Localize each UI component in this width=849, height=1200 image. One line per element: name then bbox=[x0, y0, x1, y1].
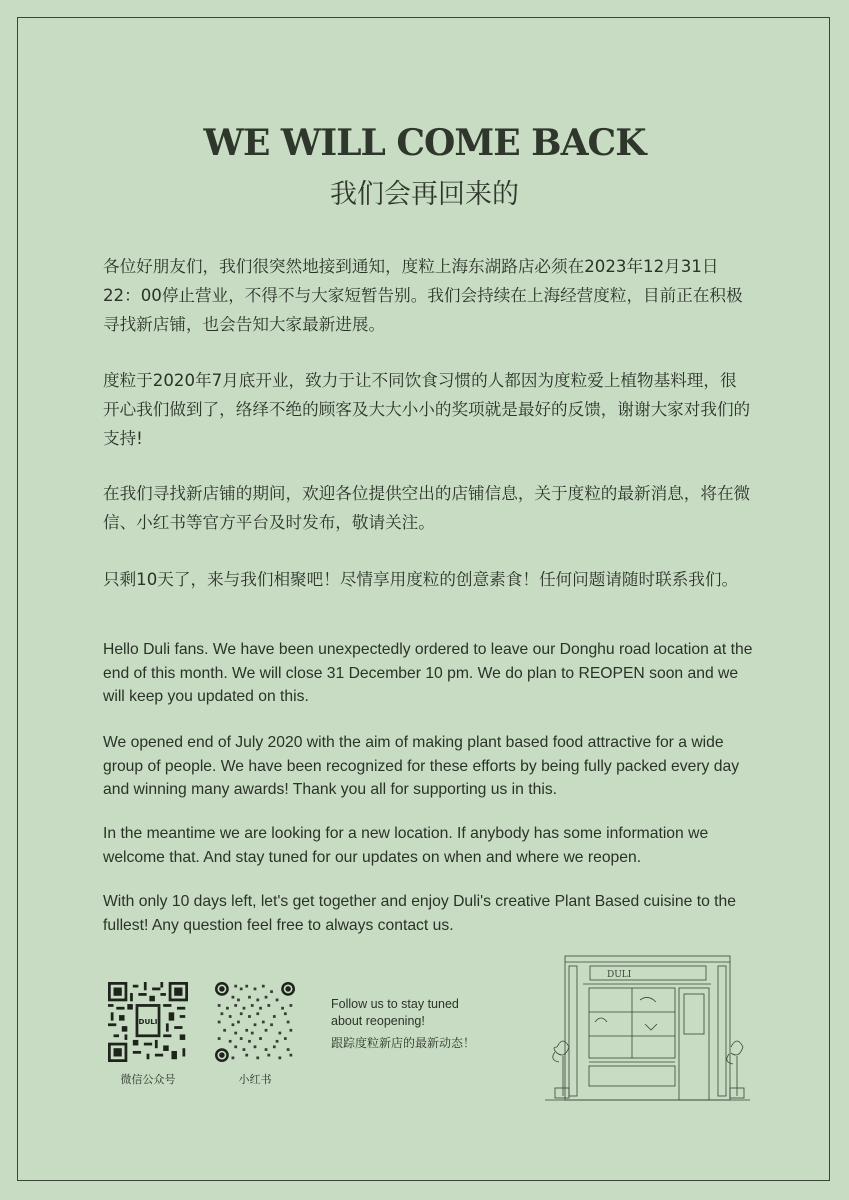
xiaohongshu-label: 小红书 bbox=[238, 1073, 272, 1086]
en-paragraph-2: We opened end of July 2020 with the aim of making plant based food attractive for a wide group of people. We have been recognized for these efforts by being fully packed every day and winning many awards! Thank you all for supporting us in this. bbox=[103, 734, 740, 798]
en-paragraph-1: Hello Duli fans. We have been unexpectedly ordered to leave our Donghu road location at the end of this month. We will close 31 December 10 pm. We do plan to REOPEN soon and we will keep you updated on this. bbox=[103, 641, 753, 705]
zh-paragraph-2: 度粒于2020年7月底开业，致力于让不同饮食习惯的人都因为度粒爱上植物基料理，很开心我们做到了，络绎不绝的顾客及大大小小的奖项就是最好的反馈，谢谢大家对我们的支持! bbox=[103, 371, 751, 448]
xiaohongshu-qr-code[interactable] bbox=[215, 982, 295, 1062]
title-english: WE WILL COME BACK bbox=[203, 122, 646, 164]
shop-sign: DULI bbox=[607, 970, 632, 980]
zh-paragraph-3: 在我们寻找新店铺的期间，欢迎各位提供空出的店铺信息，关于度粒的最新消息，将在微信、小红书等官方平台及时发布，敬请关注。 bbox=[103, 484, 751, 532]
wechat-label: 微信公众号 bbox=[120, 1073, 176, 1086]
zh-paragraph-4: 只剩10天了，来与我们相聚吧！尽情享用度粒的创意素食！任何问题请随时联系我们。 bbox=[103, 570, 739, 589]
en-paragraph-4: With only 10 days left, let's get together and enjoy Duli's creative Plant Based cuisine to the fullest! Any question feel free to always contact us. bbox=[103, 893, 736, 934]
qr-logo: DULI bbox=[138, 1017, 158, 1027]
wechat-qr-code[interactable] bbox=[108, 982, 188, 1062]
zh-paragraph-1: 各位好朋友们，我们很突然地接到通知，度粒上海东湖路店必须在2023年12月31日22：00停止营业，不得不与大家短暂告别。我们会持续在上海经营度粒，目前正在积极寻找新店铺，也会告知大家最新进展。 bbox=[103, 257, 743, 334]
follow-text-en: Follow us to stay tuned about reopening! bbox=[331, 997, 459, 1028]
en-paragraph-3: In the meantime we are looking for a new location. If anybody has some information we welcome that. And stay tuned for our updates on when and where we reopen. bbox=[103, 825, 709, 866]
follow-text-zh: 跟踪度粒新店的最新动态！ bbox=[331, 1036, 476, 1050]
title-chinese: 我们会再回来的 bbox=[330, 179, 519, 210]
storefront-illustration bbox=[545, 952, 750, 1104]
